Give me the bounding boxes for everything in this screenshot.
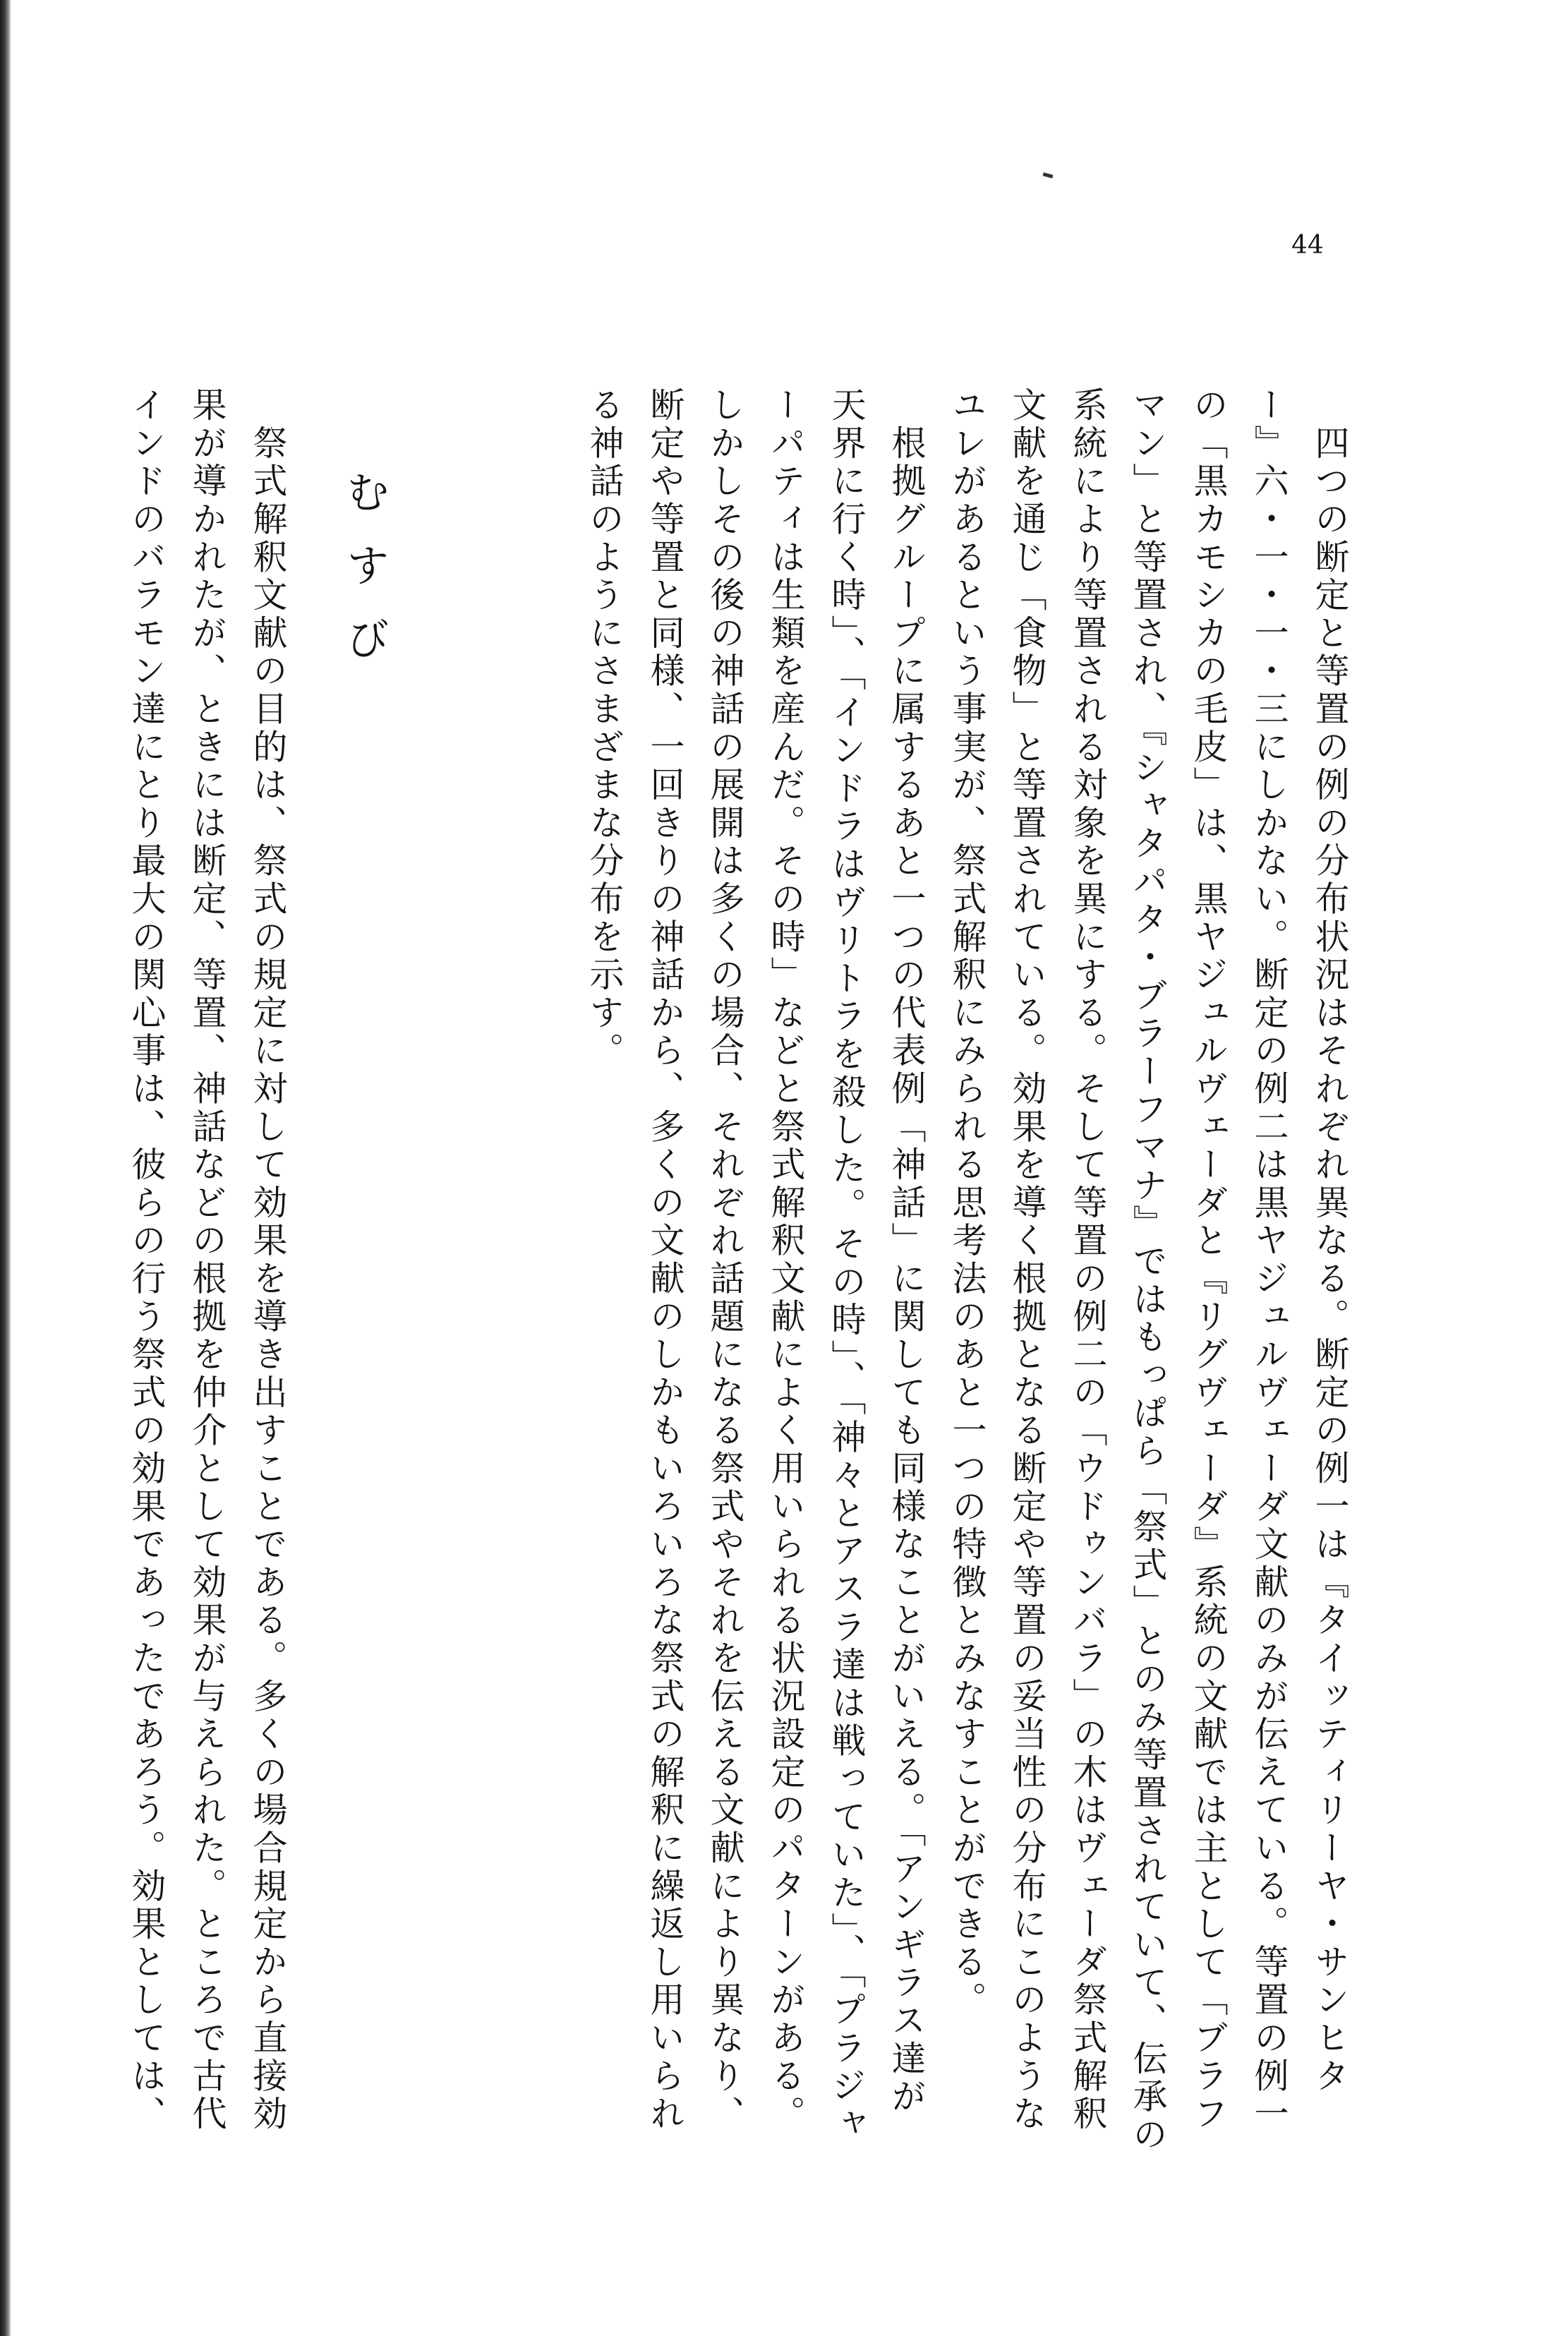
text-column: ー』六・一・一・三にしかない。断定の例二は黒ヤジュルヴェーダ文献のみが伝えている。等置の例一 bbox=[1249, 387, 1289, 2133]
page-number: 44 bbox=[1291, 231, 1324, 260]
text-column: 系統により等置される対象を異にする。そして等置の例二の「ウドゥンバラ」の木はヴェーダ祭式解釈 bbox=[1068, 387, 1108, 2133]
text-column: る神話のようにさまざまな分布を示す。 bbox=[584, 387, 625, 1071]
text-column: 天界に行く時」、「インドラはヴリトラを殺した。その時」、「神々とアスラ達は戦っていた」、「プラジャ bbox=[826, 387, 867, 2144]
text-column: しかしその後の神話の展開は多くの場合、それぞれ話題になる祭式やそれを伝える文献により異なり、 bbox=[705, 387, 745, 2133]
text-column: 祭式解釈文献の目的は、祭式の規定に対して効果を導き出すことである。多くの場合規定から直接効 bbox=[248, 387, 288, 2133]
text-column: 根拠グループに属するあと一つの代表例「神話」に関しても同様なことがいえる。「アンギラス達が bbox=[886, 387, 927, 2117]
text-column: マン」と等置され、『シャタパタ・ブラーフマナ』ではもっぱら「祭式」とのみ等置されていて、伝承の bbox=[1128, 387, 1168, 2155]
text-column: 断定や等置と同様、一回きりの神話から、多くの文献のしかもいろいろな祭式の解釈に繰返し用いられ bbox=[645, 387, 685, 2133]
text-column: ユレがあるという事実が、祭式解釈にみられる思考法のあと一つの特徴とみなすことができる。 bbox=[947, 387, 987, 2020]
text-column: インドのバラモン達にとり最大の関心事は、彼らの行う祭式の効果であったであろう。効果としては、 bbox=[126, 387, 167, 2133]
text-column: 果が導かれたが、ときには断定、等置、神話などの根拠を仲介として効果が与えられた。ところで古代 bbox=[187, 387, 227, 2133]
text-column: ーパティは生類を産んだ。その時」などと祭式解釈文献によく用いられる状況設定のパターンがある。 bbox=[766, 387, 806, 2133]
text-column: 四つの断定と等置の例の分布状況はそれぞれ異なる。断定の例一は『タイッティリーヤ・サンヒタ bbox=[1310, 387, 1350, 2095]
scan-speck bbox=[1043, 172, 1054, 178]
text-column: の「黒カモシカの毛皮」は、黒ヤジュルヴェーダと『リグヴェーダ』系統の文献では主として「ブラフ bbox=[1188, 387, 1229, 2133]
binding-shadow bbox=[0, 0, 11, 2336]
text-column: 文献を通じ「食物」と等置されている。効果を導く根拠となる断定や等置の妥当性の分布にこのような bbox=[1007, 387, 1047, 2133]
section-heading: むすび bbox=[339, 469, 390, 690]
